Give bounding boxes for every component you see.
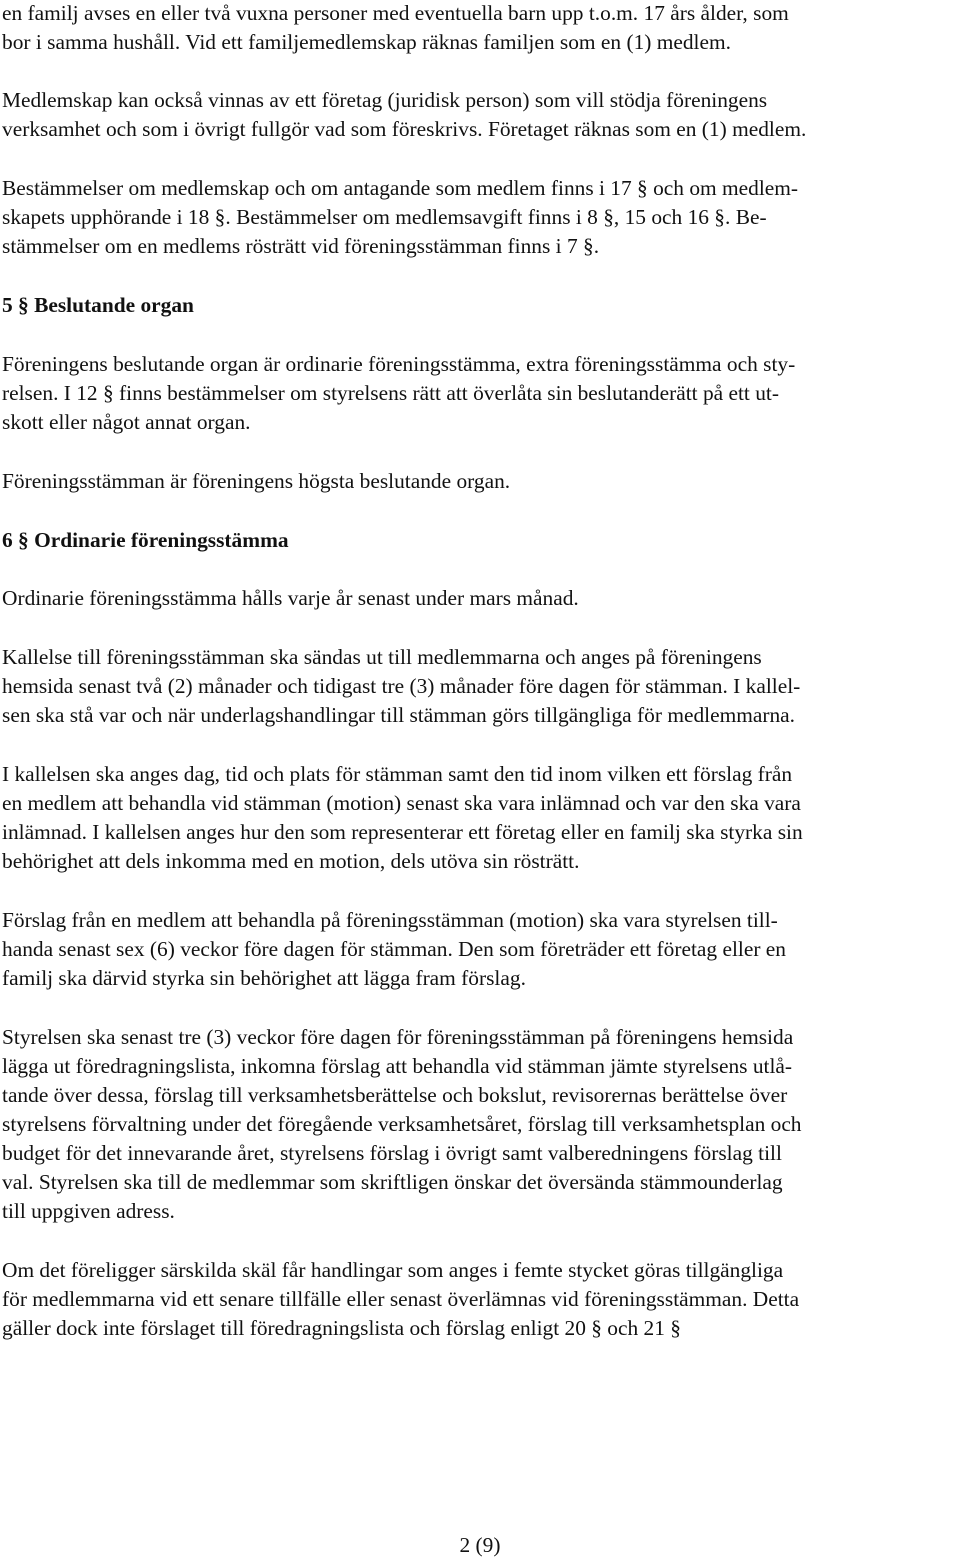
page-number: 2 (9) [459, 1533, 501, 1557]
text-line: Bestämmelser om medlemskap och om antagande som medlem finns i 17 § och om medlem- [2, 176, 799, 200]
text-line: styrelsens förvaltning under det föregående verksamhetsåret, förslag till verksamhetsplan och [2, 1112, 802, 1136]
text-line: verksamhet och som i övrigt fullgör vad som föreskrivs. Företaget räknas som en (1) medlem. [2, 117, 807, 141]
text-line: Föreningsstämman är föreningens högsta beslutande organ. [2, 469, 511, 493]
text-line: stämmelser om en medlems rösträtt vid föreningsstämman finns i 7 §. [2, 234, 600, 258]
text-line: Ordinarie föreningsstämma hålls varje år senast under mars månad. [2, 586, 579, 610]
text-line: till uppgiven adress. [2, 1199, 175, 1223]
text-line: Om det föreligger särskilda skäl får handlingar som anges i femte stycket göras tillgängliga [2, 1258, 784, 1282]
text-line: tande över dessa, förslag till verksamhetsberättelse och bokslut, revisorernas berättelse över [2, 1083, 788, 1107]
text-line: relsen. I 12 § finns bestämmelser om styrelsens rätt att överlåta sin beslutanderätt på ett ut- [2, 381, 779, 405]
text-line: hemsida senast två (2) månader och tidigast tre (3) månader före dagen för stämman. I kallel- [2, 674, 801, 698]
text-line: Styrelsen ska senast tre (3) veckor före dagen för föreningsstämman på föreningens hemsida [2, 1025, 794, 1049]
text-line: en familj avses en eller två vuxna personer med eventuella barn upp t.o.m. 17 års ålder, som [2, 1, 789, 25]
text-line: behörighet att dels inkomma med en motion, dels utöva sin rösträtt. [2, 849, 580, 873]
text-line: I kallelsen ska anges dag, tid och plats för stämman samt den tid inom vilken ett förslag från [2, 762, 793, 786]
section-heading: 5 § Beslutande organ [2, 293, 194, 317]
text-line: lägga ut föredragningslista, inkomna förslag att behandla vid stämman jämte styrelsens utlå- [2, 1054, 793, 1078]
text-line: inlämnad. I kallelsen anges hur den som representerar ett företag eller en familj ska styrka sin [2, 820, 803, 844]
text-line: skott eller något annat organ. [2, 410, 251, 434]
text-line: familj ska därvid styrka sin behörighet att lägga fram förslag. [2, 966, 526, 990]
text-line: Föreningens beslutande organ är ordinarie föreningsstämma, extra föreningsstämma och sty- [2, 352, 796, 376]
text-line: skapets upphörande i 18 §. Bestämmelser om medlemsavgift finns i 8 §, 15 och 16 §. Be- [2, 205, 767, 229]
section-heading: 6 § Ordinarie föreningsstämma [2, 528, 289, 552]
text-line: en medlem att behandla vid stämman (motion) senast ska vara inlämnad och var den ska vara [2, 791, 801, 815]
text-line: val. Styrelsen ska till de medlemmar som skriftligen önskar det översända stämmounderlag [2, 1170, 783, 1194]
text-line: bor i samma hushåll. Vid ett familjemedlemskap räknas familjen som en (1) medlem. [2, 30, 731, 54]
text-line: för medlemmarna vid ett senare tillfälle eller senast överlämnas vid föreningsstämman. Detta [2, 1287, 800, 1311]
text-line: Kallelse till föreningsstämman ska sändas ut till medlemmarna och anges på föreningens [2, 645, 762, 669]
text-line: sen ska stå var och när underlagshandlingar till stämman görs tillgängliga för medlemmarna. [2, 703, 796, 727]
text-line: budget för det innevarande året, styrelsens förslag i övrigt samt valberedningens förslag till [2, 1141, 782, 1165]
text-line: gäller dock inte förslaget till föredragningslista och förslag enligt 20 § och 21 § [2, 1316, 681, 1340]
text-line: handa senast sex (6) veckor före dagen för stämman. Den som företräder ett företag eller en [2, 937, 786, 961]
text-line: Medlemskap kan också vinnas av ett företag (juridisk person) som vill stödja föreningens [2, 88, 768, 112]
text-line: Förslag från en medlem att behandla på föreningsstämman (motion) ska vara styrelsen till- [2, 908, 778, 932]
